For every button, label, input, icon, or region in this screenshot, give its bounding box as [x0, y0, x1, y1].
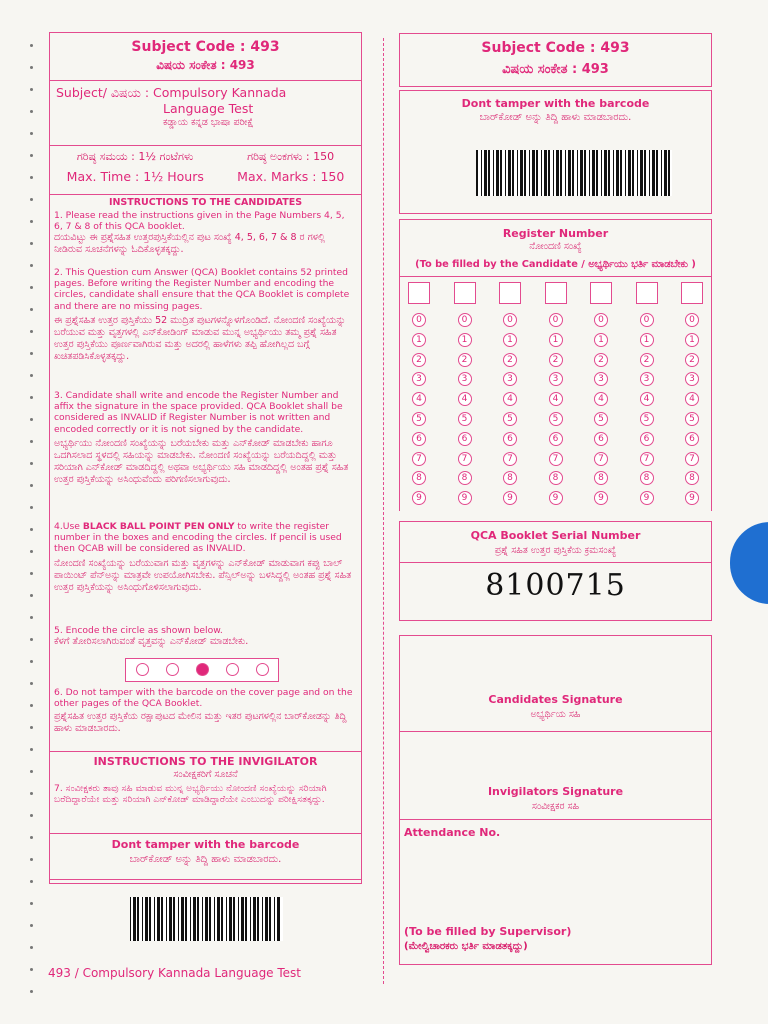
instruction-2-kn: ಈ ಪ್ರಶ್ನೆಸಹಿತ ಉತ್ತರ ಪುಸ್ತಿಕೆಯು 52 ಮುದ್ರಿತ ಪುಟಗಳನ್ನೊಳಗೊಂಡಿದೆ. ನೋಂದಣಿ ಸಂಖ್ಯೆಯನ್ನು ಬರೆಯುವ ಮತ್ತು ವೃತ್ತಗಳಲ್ಲಿ ಎನ್‌ಕೋಡಿಂಗ್ ಮಾಡುವ ಮುನ್ನ ಅಭ್ಯರ್ಥಿಯು ತಮ್ಮ ಪ್ರಶ್ನೆ ಸಹಿತ ಉತ್ತರ ಪುಸ್ತಿಕೆಯು ಪೂರ್ಣವಾಗಿರುವ ಮತ್ತು ಅದರಲ್ಲಿ ಹಾಳೆಗಳು ತಪ್ಪಿ ಹೋಗಿಲ್ಲದ ಬಗ್ಗೆ ಖಚಿತಪಡಿಸಿಕೊಳ್ಳತಕ್ಕದ್ದು. [54, 314, 346, 362]
register-digit-bubble[interactable]: 2 [685, 353, 699, 367]
perforation-hole [30, 902, 33, 905]
register-digit-bubble[interactable]: 6 [549, 432, 563, 446]
perforation-hole [30, 484, 33, 487]
barcode-bar [149, 897, 151, 941]
perforation-hole [30, 616, 33, 619]
perforation-hole [30, 528, 33, 531]
time-kn: ಗರಿಷ್ಠ ಸಮಯ : 1½ ಗಂಟೆಗಳು [76, 150, 194, 163]
barcode-bar [253, 897, 256, 941]
barcode-bar [661, 150, 662, 196]
barcode-bar [181, 897, 184, 941]
instruction-7: 7. ಸಂವೀಕ್ಷಕರು ತಾವು ಸಹಿ ಮಾಡುವ ಮುನ್ನ ಅಭ್ಯರ್ಥಿಯು ನೋಂದಣಿ ಸಂಖ್ಯೆಯನ್ನು ಸರಿಯಾಗಿ ಬರೆದಿದ್ದಾರೆಯೇ ಮತ್ತು ಸರಿಯಾಗಿ ಎನ್‌ಕೋಡ್ ಮಾಡಿದ್ದಾರೆಯೇ ಎಂಬುದನ್ನು ಪರೀಕ್ಷಿಸತಕ್ಕದ್ದು. [54, 783, 327, 806]
register-digit-bubble[interactable]: 3 [503, 372, 517, 386]
instruction-6-en: 6. Do not tamper with the barcode on the cover page and on the other pages of the QCA Booklet. [54, 687, 353, 710]
invigilator-title: INSTRUCTIONS TO THE INVIGILATOR [93, 755, 318, 768]
register-digit-bubble[interactable]: 7 [412, 452, 426, 466]
register-digit-box[interactable] [454, 282, 476, 304]
left-tamper-notice: Dont tamper with the barcode [111, 838, 300, 851]
perforation-hole [30, 286, 33, 289]
register-digit-bubble[interactable]: 7 [685, 452, 699, 466]
barcode-bar [601, 150, 602, 196]
perforation-hole [30, 176, 33, 179]
right-panel [399, 33, 712, 87]
register-digit-bubble[interactable]: 9 [412, 491, 426, 505]
barcode-bar [142, 897, 143, 941]
barcode-bar [529, 150, 530, 196]
subject-name [56, 85, 357, 129]
barcode-bar [245, 897, 247, 941]
register-digit-bubble[interactable]: 9 [503, 491, 517, 505]
register-digit-bubble[interactable]: 0 [549, 313, 563, 327]
perforation-hole [30, 264, 33, 267]
index-tab [730, 522, 768, 604]
register-digit-bubble[interactable]: 5 [549, 412, 563, 426]
perforation-hole [30, 638, 33, 641]
perforation-hole [30, 660, 33, 663]
right-barcode [476, 150, 672, 196]
register-digit-bubble[interactable]: 1 [458, 333, 472, 347]
barcode-bar [265, 897, 268, 941]
register-digit-bubble[interactable]: 4 [412, 392, 426, 406]
perforation-hole [30, 308, 33, 311]
supervisor-note: (To be filled by Supervisor) [404, 925, 572, 938]
cut-line [383, 38, 384, 984]
serial-number-value: 8100715 [485, 568, 626, 603]
register-number-fill-note: (To be filled by the Candidate / ಅಭ್ಯರ್ಥಿಯು ಭರ್ತಿ ಮಾಡಬೇಕು ) [415, 259, 696, 270]
register-digit-bubble[interactable]: 1 [685, 333, 699, 347]
marks-kn: ಗರಿಷ್ಠ ಅಂಕಗಳು : 150 [247, 150, 335, 163]
right-tamper-notice: Dont tamper with the barcode [461, 97, 650, 110]
perforation-hole [30, 462, 33, 465]
register-digit-box[interactable] [499, 282, 521, 304]
sample-encoding [125, 658, 279, 682]
barcode-bar [157, 897, 160, 941]
register-digit-bubble[interactable]: 1 [503, 333, 517, 347]
attendance-label: Attendance No. [404, 826, 501, 839]
left-subject-code: Subject Code : 493 [131, 39, 280, 55]
register-digit-bubble[interactable]: 8 [503, 471, 517, 485]
barcode-bar [668, 150, 670, 196]
barcode-bar [565, 150, 566, 196]
barcode-bar [532, 150, 535, 196]
barcode-bar [616, 150, 619, 196]
barcode-bar [484, 150, 487, 196]
perforation-hole [30, 396, 33, 399]
barcode-bar [130, 897, 131, 941]
serial-number-title-kn: ಪ್ರಶ್ನೆ ಸಹಿತ ಉತ್ತರ ಪುಸ್ತಿಕೆಯ ಕ್ರಮಸಂಖ್ಯೆ [494, 545, 617, 556]
barcode-bar [269, 897, 271, 941]
register-digit-bubble[interactable]: 4 [549, 392, 563, 406]
register-digit-bubble[interactable]: 8 [640, 471, 654, 485]
serial-number-panel [399, 521, 712, 621]
left-barcode [130, 897, 283, 941]
register-digit-bubble[interactable]: 0 [458, 313, 472, 327]
left-tamper-notice-kn: ಬಾರ್‌ಕೋಡ್ ಅನ್ನು ತಿದ್ದಿ ಹಾಳು ಮಾಡಬಾರದು. [129, 854, 282, 865]
barcode-bar [250, 897, 251, 941]
time-marks [50, 151, 361, 184]
barcode-bar [133, 897, 136, 941]
perforation-hole [30, 330, 33, 333]
register-digit-bubble[interactable]: 2 [640, 353, 654, 367]
perforation-hole [30, 836, 33, 839]
barcode-bar [577, 150, 578, 196]
instruction-2-en: 2. This Question cum Answer (QCA) Booklet contains 52 printed pages. Before writing the Register Number and encoding the circles, candidate shall ensure that the QCA Booklet is complete and there are no missing pages. [54, 267, 350, 312]
sample-circle [226, 663, 239, 676]
barcode-bar [584, 150, 586, 196]
barcode-bar [548, 150, 550, 196]
register-digit-bubble[interactable]: 6 [640, 432, 654, 446]
register-digit-bubble[interactable]: 2 [503, 353, 517, 367]
barcode-bar [178, 897, 179, 941]
register-digit-bubble[interactable]: 6 [685, 432, 699, 446]
barcode-bar [637, 150, 638, 196]
barcode-bar [556, 150, 559, 196]
barcode-bar [197, 897, 199, 941]
sample-circle [166, 663, 179, 676]
instruction-5-en: 5. Encode the circle as shown below. [54, 625, 223, 636]
register-digit-bubble[interactable]: 5 [503, 412, 517, 426]
barcode-bar [524, 150, 526, 196]
left-subject-code-kn: ವಿಷಯ ಸಂಕೇತ : 493 [156, 58, 255, 72]
register-number-title-kn: ನೋಂದಣಿ ಸಂಖ್ಯೆ [529, 241, 582, 252]
register-digit-bubble[interactable]: 8 [412, 471, 426, 485]
instruction-3-kn: ಅಭ್ಯರ್ಥಿಯು ನೋಂದಣಿ ಸಂಖ್ಯೆಯನ್ನು ಬರೆಯಬೇಕು ಮತ್ತು ಎನ್‌ಕೋಡ್ ಮಾಡಬೇಕು ಹಾಗೂ ಒದಗಿಸಲಾದ ಸ್ಥಳದಲ್ಲಿ ಸಹಿಯನ್ನು ಮಾಡಬೇಕು. ನೋಂದಣಿ ಸಂಖ್ಯೆಯನ್ನು ಬರೆಯದಿದ್ದಲ್ಲಿ ಮತ್ತು ಸರಿಯಾಗಿ ಎನ್‌ಕೋಡ್ ಮಾಡದಿದ್ದಲ್ಲಿ ಅಥವಾ ಅಭ್ಯರ್ಥಿಯು ಸಹಿ ಮಾಡದಿದ್ದಲ್ಲಿ ಅಂತಹ ಪ್ರಶ್ನೆ ಸಹಿತ ಉತ್ತರ ಪುಸ್ತಿಕೆಯನ್ನು ಅಸಿಂಧುವೆಂದು ಪರಿಗಣಿಸಲಾಗುವುದು. [54, 437, 349, 485]
register-digit-bubble[interactable]: 7 [458, 452, 472, 466]
barcode-bar [500, 150, 502, 196]
perforation-hole [30, 374, 33, 377]
perforation-hole [30, 220, 33, 223]
perforation-hole [30, 418, 33, 421]
perforation-hole [30, 88, 33, 91]
register-digit-bubble[interactable]: 3 [640, 372, 654, 386]
instruction-5 [54, 625, 354, 648]
register-digit-bubble[interactable]: 9 [640, 491, 654, 505]
marks-en: Max. Marks : 150 [237, 169, 345, 184]
barcode-bar [481, 150, 482, 196]
register-digit-bubble[interactable]: 8 [594, 471, 608, 485]
barcode-bar [233, 897, 235, 941]
register-digit-bubble[interactable]: 0 [685, 313, 699, 327]
perforation-hole [30, 66, 33, 69]
right-subject-code: Subject Code : 493 [481, 40, 630, 56]
instruction-6 [54, 687, 354, 735]
barcode-bar [652, 150, 655, 196]
barcode-bar [161, 897, 163, 941]
register-digit-bubble[interactable]: 2 [594, 353, 608, 367]
barcode-bar [190, 897, 191, 941]
perforation-hole [30, 594, 33, 597]
barcode-bar [572, 150, 574, 196]
register-digit-bubble[interactable]: 5 [640, 412, 654, 426]
barcode-bar [262, 897, 263, 941]
sample-circle-filled [196, 663, 209, 676]
barcode-bar [596, 150, 598, 196]
barcode-bar [613, 150, 614, 196]
left-panel [49, 32, 362, 884]
register-digit-bubble[interactable]: 3 [458, 372, 472, 386]
barcode-bar [496, 150, 499, 196]
register-digit-bubble[interactable]: 5 [458, 412, 472, 426]
barcode-bar [169, 897, 172, 941]
barcode-bar [580, 150, 583, 196]
barcode-bar [154, 897, 155, 941]
perforation-hole [30, 770, 33, 773]
sample-circle [136, 663, 149, 676]
perforation-hole [30, 704, 33, 707]
perforation-hole [30, 352, 33, 355]
register-digit-bubble[interactable]: 6 [412, 432, 426, 446]
barcode-bar [536, 150, 538, 196]
register-digit-box[interactable] [545, 282, 567, 304]
register-digit-box[interactable] [681, 282, 703, 304]
register-digit-bubble[interactable]: 9 [458, 491, 472, 505]
barcode-bar [541, 150, 542, 196]
perforation-hole [30, 44, 33, 47]
right-tamper-notice-kn: ಬಾರ್‌ಕೋಡ್ ಅನ್ನು ತಿದ್ದಿ ಹಾಳು ಮಾಡಬಾರದು. [479, 112, 632, 123]
barcode-bar [604, 150, 607, 196]
perforation-hole [30, 946, 33, 949]
register-digit-bubble[interactable]: 2 [458, 353, 472, 367]
register-digit-bubble[interactable]: 2 [412, 353, 426, 367]
perforation-hole [30, 154, 33, 157]
register-digit-bubble[interactable]: 3 [594, 372, 608, 386]
perforation-hole [30, 572, 33, 575]
serial-number-title: QCA Booklet Serial Number [470, 529, 641, 542]
register-digit-bubble[interactable]: 9 [594, 491, 608, 505]
supervisor-note-kn: (ಮೇಲ್ವಿಚಾರಕರು ಭರ್ತಿ ಮಾಡತಕ್ಕದ್ದು) [404, 941, 528, 952]
instructions-title: INSTRUCTIONS TO THE CANDIDATES [108, 197, 303, 208]
register-digit-bubble[interactable]: 3 [549, 372, 563, 386]
register-digit-bubble[interactable]: 4 [503, 392, 517, 406]
barcode-bar [628, 150, 631, 196]
perforation-hole [30, 748, 33, 751]
register-digit-bubble[interactable]: 8 [458, 471, 472, 485]
candidate-signature-label: Candidates Signature [488, 693, 623, 706]
barcode-bar [553, 150, 554, 196]
footer-text: 493 / Compulsory Kannada Language Test [48, 966, 302, 980]
invigilator-signature-label: Invigilators Signature [487, 785, 624, 798]
perforation-hole [30, 132, 33, 135]
register-digit-bubble[interactable]: 7 [640, 452, 654, 466]
barcode-bar [214, 897, 215, 941]
register-digit-bubble[interactable]: 8 [549, 471, 563, 485]
perforation-hole [30, 198, 33, 201]
right-subject-code-kn: ವಿಷಯ ಸಂಕೇತ : 493 [502, 62, 609, 77]
barcode-bar [277, 897, 280, 941]
barcode-bar [193, 897, 196, 941]
register-digit-bubble[interactable]: 1 [412, 333, 426, 347]
barcode-bar [517, 150, 518, 196]
barcode-bar [568, 150, 571, 196]
invigilator-title-kn: ಸಂವೀಕ್ಷಕರಿಗೆ ಸೂಚನೆ [173, 769, 238, 780]
register-digit-bubble[interactable]: 1 [640, 333, 654, 347]
barcode-bar [166, 897, 167, 941]
sample-circle [256, 663, 269, 676]
subject-name-en2: Language Test [163, 101, 254, 116]
register-digit-bubble[interactable]: 4 [594, 392, 608, 406]
register-digit-bubble[interactable]: 2 [549, 353, 563, 367]
register-digit-bubble[interactable]: 9 [685, 491, 699, 505]
signature-panel [399, 635, 712, 965]
register-digit-bubble[interactable]: 5 [685, 412, 699, 426]
barcode-bar [656, 150, 658, 196]
instruction-1-kn: ದಯವಿಟ್ಟು ಈ ಪ್ರಶ್ನೆಸಹಿತ ಉತ್ತರಪುಸ್ತಿಕೆಯಲ್ಲಿನ ಪುಟ ಸಂಖ್ಯೆ 4, 5, 6, 7 & 8 ರ ಗಳಲ್ಲಿ ನೀಡಿರುವ ಸೂಚನೆಗಳನ್ನು ಓದಿಕೊಳ್ಳತಕ್ಕದ್ದು. [54, 232, 326, 256]
perforation-hole [30, 792, 33, 795]
barcode-bar [505, 150, 506, 196]
register-digit-bubble[interactable]: 1 [594, 333, 608, 347]
barcode-bar [520, 150, 523, 196]
invigilator-signature-label-kn: ಸಂವೀಕ್ಷಕರ ಸಹಿ [531, 801, 580, 812]
barcode-bar [608, 150, 610, 196]
barcode-bar [560, 150, 562, 196]
barcode-bar [649, 150, 650, 196]
perforation-hole [30, 968, 33, 971]
barcode-bar [476, 150, 478, 196]
barcode-bar [632, 150, 634, 196]
barcode-bar [241, 897, 244, 941]
barcode-bar [664, 150, 667, 196]
barcode-bar [185, 897, 187, 941]
instruction-5-kn: ಕೆಳಗೆ ತೋರಿಸಲಾಗಿರುವಂತೆ ವೃತ್ತವನ್ನು ಎನ್‌ಕೋಡ್ ಮಾಡಬೇಕು. [54, 636, 249, 648]
barcode-bar [257, 897, 259, 941]
instruction-3 [54, 390, 354, 486]
register-digit-bubble[interactable]: 4 [640, 392, 654, 406]
register-digit-bubble[interactable]: 4 [685, 392, 699, 406]
perforation-hole [30, 550, 33, 553]
perforation-hole [30, 682, 33, 685]
perforation-hole [30, 814, 33, 817]
barcode-bar [625, 150, 626, 196]
instruction-4-en: 4.Use BLACK BALL POINT PEN ONLY to write the register number in the boxes and encoding the circles. If pencil is used then QCAB will be considered as INVALID. [54, 521, 342, 555]
register-digit-bubble[interactable]: 0 [503, 313, 517, 327]
barcode-bar [145, 897, 148, 941]
register-digit-bubble[interactable]: 7 [594, 452, 608, 466]
barcode-bar [488, 150, 490, 196]
register-digit-bubble[interactable]: 6 [458, 432, 472, 446]
barcode-bar [209, 897, 211, 941]
register-digit-bubble[interactable]: 0 [640, 313, 654, 327]
register-digit-bubble[interactable]: 0 [412, 313, 426, 327]
subject-name-kn: ಕಡ್ಡಾಯ ಕನ್ನಡ ಭಾಷಾ ಪರೀಕ್ಷೆ [163, 117, 254, 128]
instruction-2 [54, 267, 354, 363]
register-digit-bubble[interactable]: 7 [549, 452, 563, 466]
time-en: Max. Time : 1½ Hours [66, 169, 204, 184]
barcode-bar [205, 897, 208, 941]
barcode-bar [592, 150, 595, 196]
instruction-4-emphasis: BLACK BALL POINT PEN ONLY [82, 521, 235, 532]
instruction-1 [54, 210, 354, 256]
barcode-bar [544, 150, 547, 196]
barcode-bar [229, 897, 232, 941]
barcode-bar [173, 897, 175, 941]
instruction-4 [54, 521, 354, 594]
instruction-6-kn: ಪ್ರಶ್ನೆಸಹಿತ ಉತ್ತರ ಪುಸ್ತಿಕೆಯ ರಕ್ಷಾಪುಟದ ಮೇಲಿನ ಮತ್ತು ಇತರ ಪುಟಗಳಲ್ಲಿನ ಬಾರ್‌ಕೋಡನ್ನು ತಿದ್ದಿ ಹಾಳು ಮಾಡಬಾರದು. [54, 711, 347, 735]
register-digit-bubble[interactable]: 6 [503, 432, 517, 446]
barcode-bar [202, 897, 203, 941]
instruction-1-en: 1. Please read the instructions given in the Page Numbers 4, 5, 6, 7 & 8 of this QCA booklet. [54, 210, 345, 233]
barcode-bar [640, 150, 643, 196]
barcode-bar [508, 150, 511, 196]
barcode-bar [644, 150, 646, 196]
register-digit-bubble[interactable]: 5 [594, 412, 608, 426]
register-digit-bubble[interactable]: 8 [685, 471, 699, 485]
barcode-bar [221, 897, 223, 941]
barcode-bar [238, 897, 239, 941]
perforation-hole [30, 242, 33, 245]
barcode-bar [493, 150, 494, 196]
perforation-hole [30, 440, 33, 443]
register-digit-bubble[interactable]: 3 [412, 372, 426, 386]
perforation-hole [30, 110, 33, 113]
barcode-bar [620, 150, 622, 196]
instruction-3-en: 3. Candidate shall write and encode the Register Number and affix the signature in the space provided. QCA Booklet shall be considered as INVALID if Register Number is not written and encoded correctly or it is not signed by the candidate. [54, 390, 343, 435]
register-digit-box[interactable] [408, 282, 430, 304]
perforation-hole [30, 726, 33, 729]
register-digit-bubble[interactable]: 0 [594, 313, 608, 327]
register-digit-bubble[interactable]: 7 [503, 452, 517, 466]
perforation-hole [30, 990, 33, 993]
perforation-hole [30, 506, 33, 509]
barcode-bar [274, 897, 275, 941]
barcode-bar [137, 897, 139, 941]
register-digit-box[interactable] [590, 282, 612, 304]
register-digit-bubble[interactable]: 3 [685, 372, 699, 386]
register-digit-box[interactable] [636, 282, 658, 304]
barcode-bar [589, 150, 590, 196]
register-digit-bubble[interactable]: 9 [549, 491, 563, 505]
subject-name-en: Subject/ ವಿಷಯ : Compulsory Kannada [56, 85, 287, 100]
barcode-bar [512, 150, 514, 196]
register-digit-bubble[interactable]: 4 [458, 392, 472, 406]
register-digit-bubble[interactable]: 6 [594, 432, 608, 446]
barcode-bar [217, 897, 220, 941]
register-number-title: Register Number [502, 227, 609, 240]
barcode-bar [226, 897, 227, 941]
perforation-hole [30, 880, 33, 883]
perforation-hole [30, 924, 33, 927]
register-digit-bubble[interactable]: 1 [549, 333, 563, 347]
candidate-signature-label-kn: ಅಭ್ಯರ್ಥಿಯ ಸಹಿ [530, 709, 581, 720]
register-digit-bubble[interactable]: 5 [412, 412, 426, 426]
instruction-4-kn: ನೋಂದಣಿ ಸಂಖ್ಯೆಯನ್ನು ಬರೆಯುವಾಗ ಮತ್ತು ವೃತ್ತಗಳನ್ನು ಎನ್‌ಕೋಡ್ ಮಾಡುವಾಗ ಕಪ್ಪು ಬಾಲ್ ಪಾಯಿಂಟ್ ಪೆನ್‌ಅನ್ನು ಮಾತ್ರವೇ ಉಪಯೋಗಿಸಬೇಕು. ಪೆನ್ಸಿಲ್‌ಅನ್ನು ಬಳಸಿದ್ದಲ್ಲಿ ಅಂತಹ ಪ್ರಶ್ನೆ ಸಹಿತ ಉತ್ತರ ಪುಸ್ತಿಕೆಯನ್ನು ಅಸಿಂಧುಗೊಳಿಸಲಾಗುವುದು. [54, 557, 352, 593]
perforation-hole [30, 858, 33, 861]
